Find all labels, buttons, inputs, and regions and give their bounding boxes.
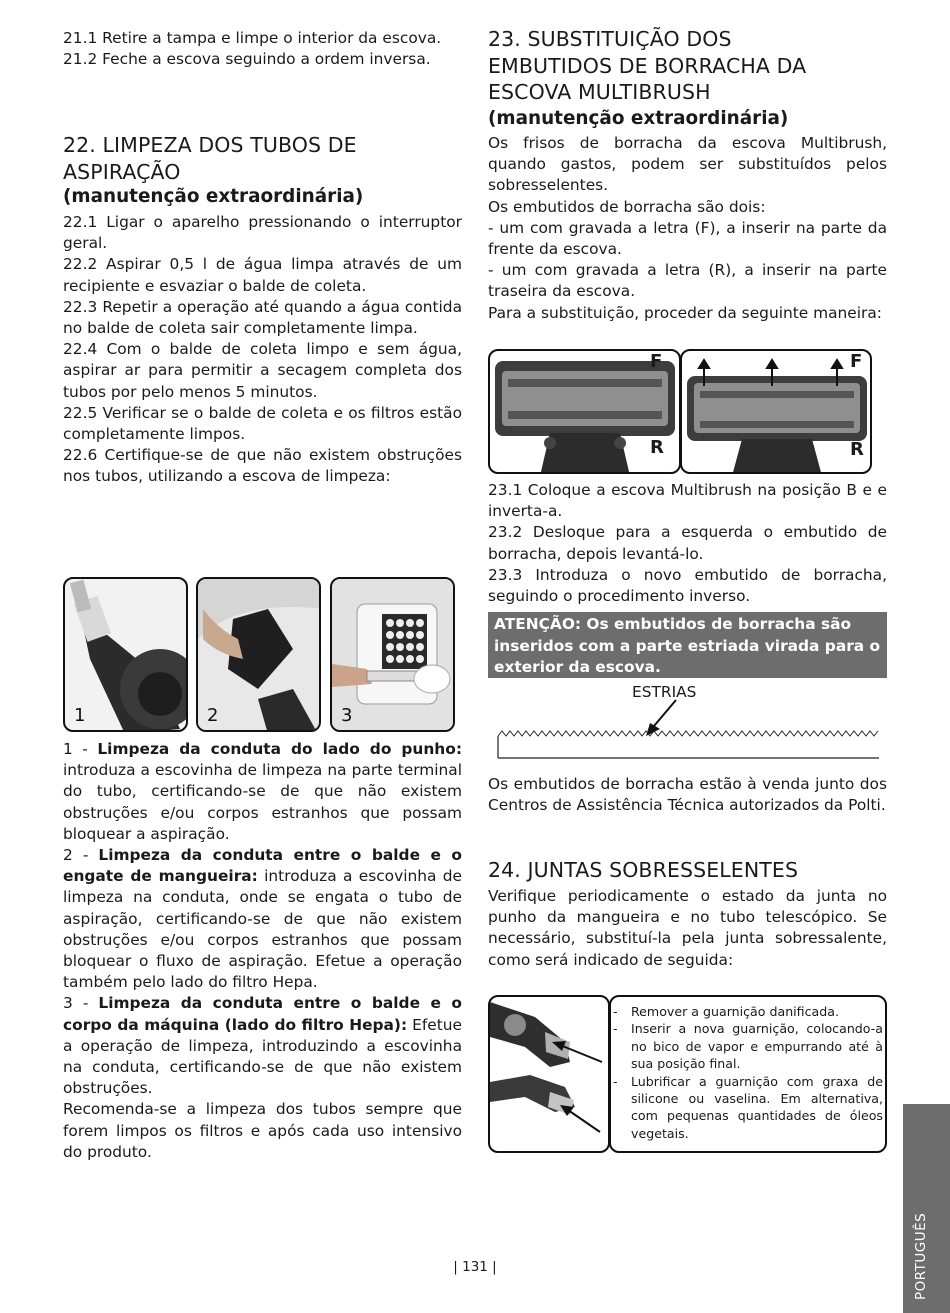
step-22-5: 22.5 Verificar se o balde de coleta e os filtros estão completamente limpos. <box>63 403 462 444</box>
photo-handle-tube <box>63 577 188 732</box>
step-22-1: 22.1 Ligar o aparelho pressionando o interruptor geral. <box>63 213 462 253</box>
section-23-subtitle: (manutenção extraordinária) <box>488 108 789 129</box>
availability-text: Os embutidos de borracha estão à venda junto dos Centros de Assistência Técnica autorizados da Polti. <box>488 775 887 815</box>
section-22-steps <box>63 212 462 488</box>
closing-note: Recomenda-se a limpeza dos tubos sempre que forem limpos os filtros e após cada uso intensivo do produto. <box>63 1100 462 1161</box>
section-22-title-line2: ASPIRAÇÃO <box>63 159 181 184</box>
warning-box: ATENÇÃO: Os embutidos de borracha são inseridos com a parte estriada virada para o exterior da escova. <box>488 612 887 678</box>
gasket-step-2: - Inserir a nova guarnição, colocando-a no bico de vapor e empurrando até à sua posição final. <box>613 1020 883 1072</box>
intro-5: Para a substituição, proceder da seguinte maneira: <box>488 303 882 322</box>
label-rear-2: R <box>850 439 864 460</box>
section-23-title-line1: 23. SUBSTITUIÇÃO DOS <box>488 27 732 51</box>
step-21-1: 21.1 Retire a tampa e limpe o interior da escova. <box>63 29 442 47</box>
photo-hepa-side <box>330 577 455 732</box>
item-2-heading: Limpeza da conduta entre o balde e o engate de mangueira: <box>63 846 462 886</box>
intro-1: Os frisos de borracha da escova Multibrush, quando gastos, podem ser substituídos pelos sobresselentes. <box>488 134 887 195</box>
section-23-steps <box>488 480 887 607</box>
section-23-title-line3: ESCOVA MULTIBRUSH <box>488 80 711 104</box>
photo-gaskets <box>488 995 610 1153</box>
photo-number-1: 1 <box>74 705 86 726</box>
photo-brush-before <box>488 349 681 474</box>
photo-number-2: 2 <box>207 705 219 726</box>
label-front-2: F <box>850 351 863 372</box>
item-1-text: introduza a escovinha de limpeza na parte terminal do tubo, certificando-se de que não existem obstruções e/ou corpos estranhos que possam bloquear a aspiração. <box>63 761 462 843</box>
item-3-text: Efetue a operação de limpeza, introduzindo a escovinha na conduta, certificando-se de que não existem obstruções. <box>63 1015 463 1098</box>
grooves-label: ESTRIAS <box>632 683 697 701</box>
step-23-3: 23.3 Introduza o novo embutido de borracha, seguindo o procedimento inverso. <box>488 565 887 606</box>
label-rear-1: R <box>650 437 664 458</box>
section-22-title <box>63 132 463 185</box>
section-23-title <box>488 26 888 106</box>
language-tab-label: PORTUGUÊS <box>913 1212 929 1300</box>
grooves-diagram <box>496 698 881 762</box>
page-number: | 131 | <box>453 1259 497 1275</box>
item-3-number: 3 - <box>63 994 99 1013</box>
availability-note <box>488 774 887 816</box>
section-22-items <box>63 739 462 1163</box>
section-21-text <box>63 28 462 70</box>
photo-number-3: 3 <box>341 705 353 726</box>
intro-4: - um com gravada a letra (R), a inserir na parte traseira da escova. <box>488 261 887 301</box>
gasket-instructions <box>613 1003 883 1142</box>
section-24-intro <box>488 886 887 971</box>
label-front-1: F <box>650 351 663 372</box>
item-2-text: introduza a escovinha de limpeza na conduta, onde se engata o tubo de aspiração, certificando-se de que não existem obstruções e/ou corpos estranhos que possam bloquear o fluxo de aspiração. Efetue a operação também pelo lado do filtro Hepa. <box>63 867 462 992</box>
item-2-number: 2 - <box>63 846 99 865</box>
section-24-intro-text: Verifique periodicamente o estado da junta no punho da mangueira e no tubo telescópico. Se necessário, substituí-la pela junta sobressalente, como será indicado de seguida: <box>488 887 887 969</box>
photo-bucket-hose <box>196 577 321 732</box>
section-22-subtitle: (manutenção extraordinária) <box>63 186 364 207</box>
section-23-intro <box>488 133 887 324</box>
item-1 <box>63 739 462 845</box>
section-22-title-line1: 22. LIMPEZA DOS TUBOS DE <box>63 133 357 157</box>
step-22-3: 22.3 Repetir a operação até quando a água contida no balde de coleta sair completamente limpa. <box>63 297 462 338</box>
step-21-2: 21.2 Feche a escova seguindo a ordem inversa. <box>63 50 431 69</box>
intro-3: - um com gravada a letra (F), a inserir na parte da frente da escova. <box>488 218 887 259</box>
photo-brush-after <box>680 349 872 474</box>
section-23-title-line2: EMBUTIDOS DE BORRACHA DA <box>488 53 807 78</box>
item-3 <box>63 993 462 1099</box>
item-3-heading: Limpeza da conduta entre o balde e o corpo da máquina (lado do filtro Hepa): <box>63 994 462 1034</box>
language-tab <box>903 1104 950 1313</box>
step-22-4: 22.4 Com o balde de coleta limpo e sem água, aspirar ar para permitir a secagem completa dos tubos por pelo menos 5 minutos. <box>63 340 462 401</box>
step-23-2: 23.2 Desloque para a esquerda o embutido de borracha, depois levantá-lo. <box>488 523 887 563</box>
step-22-2: 22.2 Aspirar 0,5 l de água limpa através de um recipiente e esvaziar o balde de coleta. <box>63 255 462 295</box>
intro-2: Os embutidos de borracha são dois: <box>488 197 766 216</box>
gaskets-illustration <box>490 997 610 1153</box>
step-23-1: 23.1 Coloque a escova Multibrush na posição B e e inverta-a. <box>488 481 887 521</box>
gasket-step-3: - Lubrificar a guarnição com graxa de silicone ou vaselina. Em alternativa, com pequenas quantidades de óleos vegetais. <box>613 1073 883 1143</box>
item-1-heading: Limpeza da conduta do lado do punho: <box>97 740 462 758</box>
section-24-title: 24. JUNTAS SOBRESSELENTES <box>488 858 799 882</box>
item-1-number: 1 - <box>63 740 98 758</box>
brush-after-illustration <box>682 351 872 474</box>
gasket-step-1: - Remover a guarnição danificada. <box>613 1003 883 1020</box>
item-2 <box>63 845 462 993</box>
step-22-6: 22.6 Certifique-se de que não existem obstruções nos tubos, utilizando a escova de limpeza: <box>63 446 462 486</box>
